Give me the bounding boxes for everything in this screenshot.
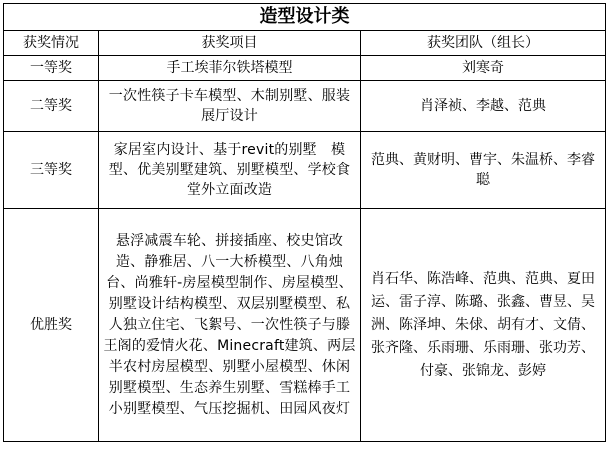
header-team: 获奖团队（组长）: [361, 31, 606, 56]
team-cell: [361, 132, 606, 209]
level-cell: 优胜奖: [4, 209, 99, 442]
table-header-row: [4, 31, 606, 56]
level-cell: 二等奖: [4, 81, 99, 132]
level-cell: 三等奖: [4, 132, 99, 209]
header-project: 获奖项目: [99, 31, 361, 56]
team-cell: 刘寒奇: [361, 56, 606, 81]
project-cell: [99, 209, 361, 442]
table-title: 造型设计类: [4, 4, 606, 31]
project-cell: [99, 81, 361, 132]
team-cell: 肖泽祯、李越、范典: [361, 81, 606, 132]
level-cell: 一等奖: [4, 56, 99, 81]
table-title-row: [4, 4, 606, 31]
awards-table: [3, 3, 606, 442]
project-text: 一次性筷子卡车模型、木制别墅、服装展厅设计: [108, 88, 351, 124]
table-row-third-prize: [4, 132, 606, 209]
project-cell: [99, 132, 361, 209]
team-text: 范典、黄财明、曹宇、朱温桥、李睿聪: [371, 152, 595, 188]
team-cell: [361, 209, 606, 442]
project-cell: 手工埃菲尔铁塔模型: [99, 56, 361, 81]
project-text: 悬浮减震车轮、拼接插座、校史馆改造、静雅居、八一大桥模型、八角烛台、尚雅轩-房屋模型制作、房屋模型、别墅设计结构模型、双层别墅模型、私人独立住宅、飞絮号、一次性筷子与滕王阁的爱情火花、Minecraft建筑、两层半农村房屋模型、别墅小屋模型、休闲别墅模型、生态养生别墅、雪糕棒手工小别墅模型、气压挖掘机、田园风夜灯: [103, 232, 356, 417]
team-text: 肖石华、陈浩峰、范典、范典、夏田运、雷子淳、陈璐、张鑫、曹昱、吴洲、陈泽坤、朱俅、胡有才、文倩、张齐隆、乐雨珊、乐雨珊、张功芳、付豪、张锦龙、彭婷: [371, 270, 595, 379]
table-row-second-prize: [4, 81, 606, 132]
table-row-first-prize: [4, 56, 606, 81]
table-row-excellence-prize: [4, 209, 606, 442]
header-level: 获奖情况: [4, 31, 99, 56]
project-text: 家居室内设计、基于revit的别墅 模型、优美别墅建筑、别墅模型、学校食堂外立面改造: [108, 142, 351, 198]
